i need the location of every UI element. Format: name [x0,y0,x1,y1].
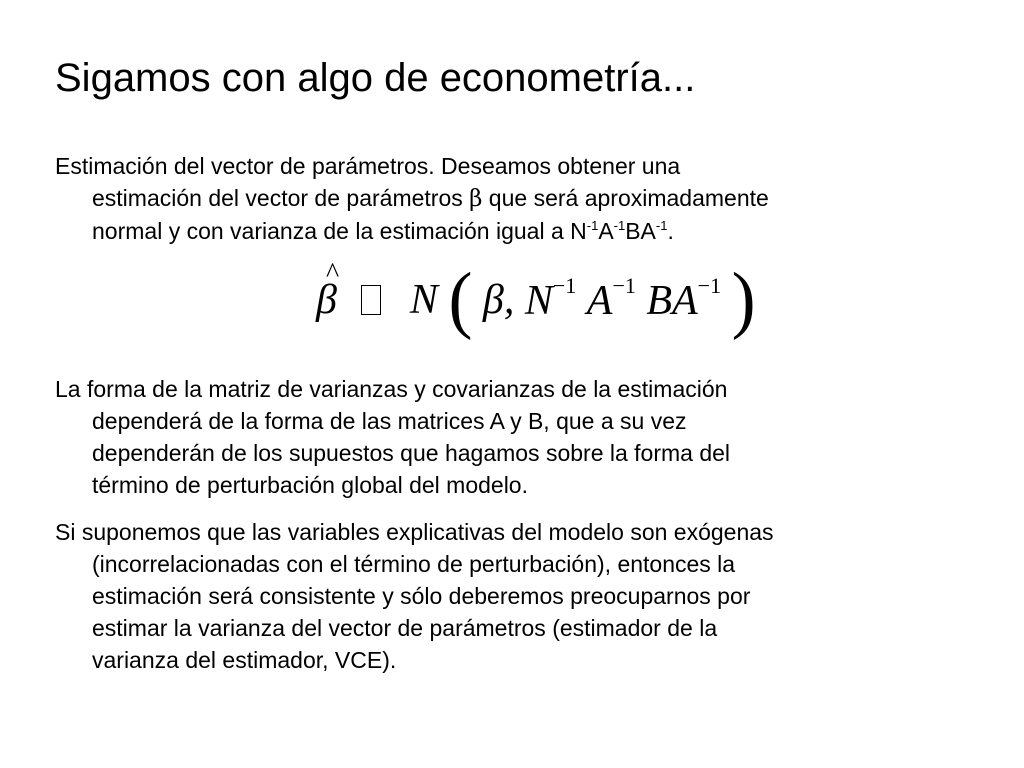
paragraph-exogenous [55,516,984,676]
paragraph-matrix-form [55,373,984,501]
equation-a: A [586,278,613,325]
paragraph-line: dependerá de la forma de las matrices A y B, que a su vez [92,408,687,434]
paragraph-line: término de perturbación global del modelo. [92,472,528,498]
paragraph-line [55,182,984,215]
equation-beta: β, [482,276,515,323]
text-run: estimación del vector de parámetros [92,185,470,211]
superscript: -1 [613,218,626,233]
equation-exponent: −1 [697,272,722,298]
equation-ba: BA [646,278,698,325]
text-run: normal y con varianza de la estimación igual a N [92,218,587,244]
paragraph-line: (incorrelacionadas con el término de perturbación), entonces la [92,551,736,577]
text-run: . [667,218,674,244]
beta-hat: ^ β [316,276,337,324]
normal-symbol: N [409,276,438,323]
equation-n: N [524,278,553,325]
paragraph-line: estimar la varianza del vector de parámetros (estimador de la [92,615,718,641]
paragraph-line: dependerán de los supuestos que hagamos sobre la forma del [92,440,731,466]
distributed-as-symbol [361,285,381,315]
text-run: BA [625,218,656,244]
equation-exponent: −1 [612,272,636,298]
paragraph-estimation [55,150,984,247]
superscript: -1 [586,218,599,233]
superscript: -1 [655,218,668,233]
text-run: A [598,218,614,244]
text-run: que será aproximadamente [482,185,769,211]
paragraph-line: Si suponemos que las variables explicativas del modelo son exógenas [55,519,774,545]
equation-term [646,274,721,325]
slide-title: Sigamos con algo de econometría... [55,56,696,100]
paragraph-line: estimación será consistente y sólo deberemos preocuparnos por [92,583,751,609]
close-paren: ) [731,256,756,341]
equation-term [587,274,636,325]
beta-symbol: β [469,186,483,212]
equation-term [525,274,576,325]
paragraph-line [55,215,984,247]
paragraph-line: varianza del estimador, VCE). [92,647,397,673]
equation-exponent: −1 [552,272,577,298]
paragraph-line: Estimación del vector de parámetros. Deseamos obtener una [55,153,681,179]
open-paren: ( [448,256,473,341]
paragraph-line: La forma de la matriz de varianzas y covarianzas de la estimación [55,376,728,402]
distribution-equation [316,256,756,341]
